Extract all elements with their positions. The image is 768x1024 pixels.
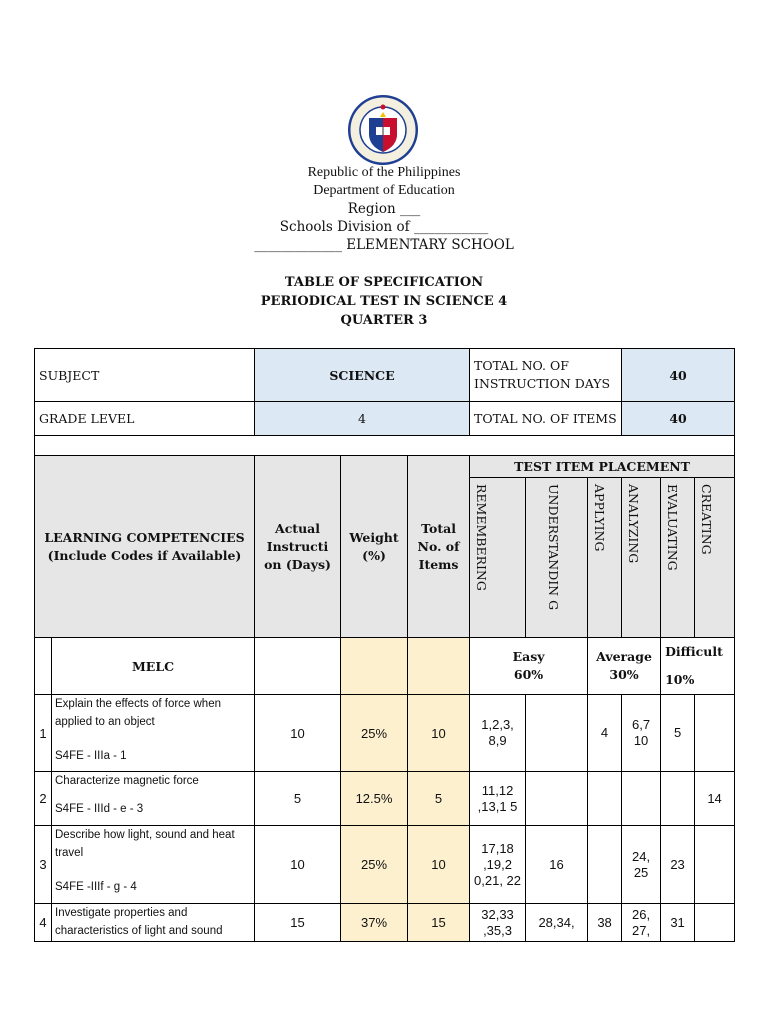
remembering-cell: 32,33 ,35,3 (470, 904, 526, 942)
row-index: 3 (35, 826, 52, 904)
melc-days-cell (255, 638, 341, 695)
evaluating-header (661, 478, 695, 638)
actual-days-header: Actual Instructi on (Days) (255, 456, 341, 638)
grade-value: 4 (255, 402, 470, 436)
weight-header: Weight (%) (341, 456, 408, 638)
easy-band (470, 638, 588, 695)
applying-cell: 38 (588, 904, 622, 942)
items-cell: 10 (408, 695, 470, 772)
competency-text: Describe how light, sound and heat travel (55, 829, 235, 859)
total-items-value: 40 (622, 402, 735, 436)
analyzing-cell (622, 772, 661, 826)
items-cell: 15 (408, 904, 470, 942)
instruction-days-value: 40 (622, 349, 735, 402)
table-row (35, 826, 735, 904)
republic-text: Republic of the Philippines (307, 165, 461, 180)
table-of-specification (34, 348, 735, 942)
table-row (35, 436, 735, 456)
instruction-days-label: TOTAL NO. OF INSTRUCTION DAYS (470, 349, 622, 402)
title-quarter: QUARTER 3 (340, 313, 428, 328)
table-row (35, 402, 735, 436)
difficult-band (661, 638, 735, 695)
row-index: 1 (35, 695, 52, 772)
competency-code: S4FE - IIIa - 1 (55, 750, 127, 762)
applying-label: APPLYING (592, 484, 608, 552)
remembering-cell: 17,18 ,19,2 0,21, 22 (470, 826, 526, 904)
understanding-cell: 16 (526, 826, 588, 904)
creating-label: CREATING (699, 484, 715, 555)
evaluating-cell: 23 (661, 826, 695, 904)
days-cell: 15 (255, 904, 341, 942)
remembering-cell: 1,2,3, 8,9 (470, 695, 526, 772)
placement-header: TEST ITEM PLACEMENT (470, 456, 735, 478)
understanding-cell: 28,34, (526, 904, 588, 942)
header-block-2 (0, 200, 768, 254)
remembering-header (470, 478, 526, 638)
table-row (35, 456, 735, 478)
understanding-cell (526, 772, 588, 826)
understanding-label: UNDERSTANDIN G (546, 484, 562, 611)
competency-cell (52, 695, 255, 772)
table-row (35, 904, 735, 942)
analyzing-header (622, 478, 661, 638)
melc-weight-cell (341, 638, 408, 695)
average-pct: 30% (609, 667, 639, 682)
subject-label: SUBJECT (35, 349, 255, 402)
row-index: 4 (35, 904, 52, 942)
melc-label: MELC (52, 638, 255, 695)
analyzing-cell: 24, 25 (622, 826, 661, 904)
division-text: Schools Division of ___________ (279, 219, 489, 235)
creating-cell: 14 (695, 772, 735, 826)
difficult-pct: 10% (665, 672, 695, 687)
deped-seal-logo (347, 94, 419, 166)
understanding-header (526, 478, 588, 638)
evaluating-cell (661, 772, 695, 826)
competency-code: S4FE -IIIf - g - 4 (55, 881, 137, 893)
row-index: 2 (35, 772, 52, 826)
applying-cell (588, 826, 622, 904)
title-block (0, 273, 768, 330)
applying-header (588, 478, 622, 638)
days-cell: 10 (255, 826, 341, 904)
competency-text: Characterize magnetic force (55, 775, 199, 787)
weight-cell: 25% (341, 695, 408, 772)
easy-label: Easy (512, 649, 545, 664)
region-text: Region ___ (347, 201, 421, 217)
total-items-label: TOTAL NO. OF ITEMS (470, 402, 622, 436)
weight-cell: 25% (341, 826, 408, 904)
analyzing-label: ANALYZING (626, 484, 642, 564)
easy-pct: 60% (513, 667, 544, 682)
analyzing-cell: 6,7 10 (622, 695, 661, 772)
average-label: Average (596, 649, 652, 664)
creating-cell (695, 695, 735, 772)
competency-text: Explain the effects of force when applied to an object (55, 698, 221, 728)
difficult-label: Difficult (665, 644, 723, 659)
weight-cell: 12.5% (341, 772, 408, 826)
competency-cell (52, 772, 255, 826)
evaluating-cell: 5 (661, 695, 695, 772)
grade-label: GRADE LEVEL (35, 402, 255, 436)
items-cell: 10 (408, 826, 470, 904)
title-test: PERIODICAL TEST IN SCIENCE 4 (260, 294, 508, 309)
title-tos: TABLE OF SPECIFICATION (284, 275, 484, 290)
remembering-cell: 11,12 ,13,1 5 (470, 772, 526, 826)
remembering-label: REMEMBERING (474, 484, 490, 591)
competency-cell (52, 826, 255, 904)
items-cell: 5 (408, 772, 470, 826)
creating-cell (695, 904, 735, 942)
competency-code: S4FE - IIId - e - 3 (55, 803, 144, 815)
evaluating-label: EVALUATING (665, 484, 681, 571)
table-row (35, 695, 735, 772)
competencies-header: LEARNING COMPETENCIES (Include Codes if Available) (35, 456, 255, 638)
applying-cell (588, 772, 622, 826)
competency-text: Investigate properties and characteristics of light and sound (55, 907, 223, 937)
creating-header (695, 478, 735, 638)
subject-value: SCIENCE (255, 349, 470, 402)
evaluating-cell: 31 (661, 904, 695, 942)
melc-index-cell (35, 638, 52, 695)
total-items-header: Total No. of Items (408, 456, 470, 638)
table-row (35, 638, 735, 695)
school-text: _____________ ELEMENTARY SCHOOL (254, 237, 514, 253)
table-row (35, 772, 735, 826)
melc-items-cell (408, 638, 470, 695)
department-text: Department of Education (313, 183, 455, 198)
header-block (0, 164, 768, 200)
average-band (588, 638, 661, 695)
table-row (35, 349, 735, 402)
competency-cell (52, 904, 255, 942)
applying-cell: 4 (588, 695, 622, 772)
days-cell: 10 (255, 695, 341, 772)
weight-cell: 37% (341, 904, 408, 942)
understanding-cell (526, 695, 588, 772)
days-cell: 5 (255, 772, 341, 826)
creating-cell (695, 826, 735, 904)
analyzing-cell: 26, 27, (622, 904, 661, 942)
spacer-row (35, 436, 735, 456)
